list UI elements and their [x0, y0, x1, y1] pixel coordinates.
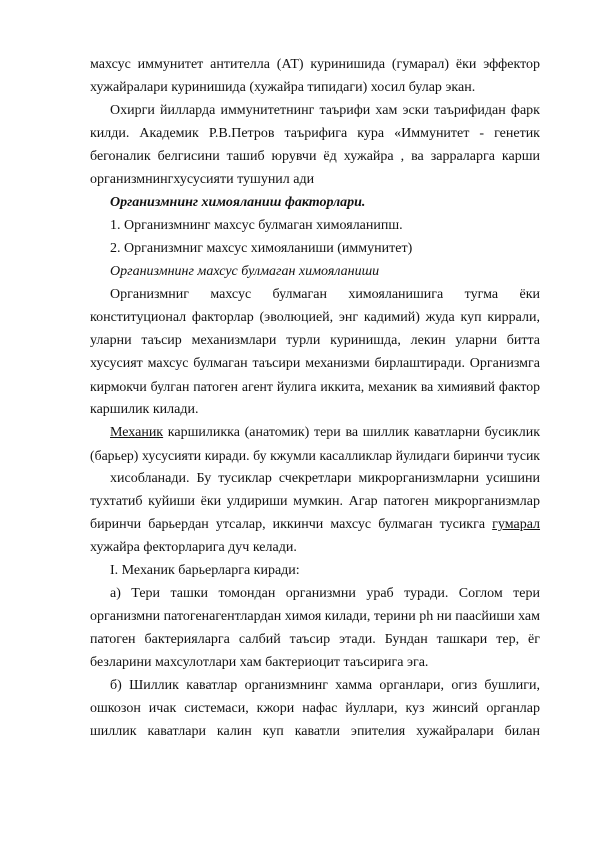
text-line-rest: каршиликка (анатомик) тери ва шиллик каватларни бусиклик	[167, 425, 541, 440]
text-line: кирмокчи булган патоген агент йулига иккита, механик ва химиявий фактор	[90, 379, 540, 394]
text-line: килди. Академик Р.В.Петров таърифига кура «Иммунитет - генетик	[90, 126, 540, 141]
text-line-start: биринчи барьердан утсалар, иккинчи махсус булмаган тусикга	[90, 517, 486, 532]
text-line: Охирги йилларда иммунитетнинг таърифи хам эски таърифидан фарк	[110, 103, 540, 118]
text-line: хисобланади. Бу тусиклар счекретлари микрорганизмларни усишини	[110, 471, 540, 486]
text-line: каршилик килади.	[90, 402, 199, 417]
text-line: Организмниг махсус булмаган химояланишига тугма ёки	[110, 287, 540, 302]
list-item: 2. Организмниг махсус химояланиши (иммунитет)	[110, 241, 413, 256]
text-line: патоген бактерияларга салбий таъсир этади. Бундан ташкари тер, ёг	[90, 632, 540, 647]
text-line: ошкозон ичак системаси, кжори нафас йуллари, куз жинсий органлар	[90, 701, 540, 716]
text-line: организмни патогенагентлардан химоя килади, терини ph ни паасйиши хам	[90, 609, 540, 624]
text-line: тухтатиб куйиши ёки улдириши мумкин. Агар патоген микрорганизмлар	[90, 494, 540, 509]
text-line: шиллик каватлари калин куп каватли эпителия хужайралари билан	[90, 724, 540, 739]
text-line: безларини махсулотлари хам бактериоцит таъсирига эга.	[90, 655, 429, 670]
text-line: хужайралари куринишида (хужайра типидаги) хосил булар экан.	[90, 80, 476, 95]
text-line: махсус иммунитет антителла (АТ) куринишида (гумарал) ёки эффектор	[90, 57, 540, 72]
underlined-word: Механик	[110, 425, 164, 440]
text-line: а) Тери ташки томондан организмни ураб туради. Соглом тери	[110, 586, 540, 601]
text-line	[90, 513, 540, 536]
text-line: хужайра фекторларига дуч келади.	[90, 540, 297, 555]
text-line: бегоналик белгисини ташиб юрувчи ёд хужайра , ва зарраларга карши	[90, 149, 540, 164]
text-line: б) Шиллик каватлар организмнинг хамма органлари, огиз бушлиги,	[110, 678, 540, 693]
text-line: хусусият махсус булмаган таъсири механизми бирлаштиради. Организмга	[90, 356, 540, 371]
text-line: организмнингхусусияти тушунил ади	[90, 172, 315, 187]
document-page	[90, 53, 540, 743]
text-line: конституционал факторлар (эволюцией, энг кадимий) жудa куп киррали,	[90, 310, 540, 325]
list-item: 1. Организмнинг махсус булмаган химояланипш.	[110, 218, 403, 233]
text-line: (барьер) хусусияти киради. бу кжумли касалликлар йулидаги биринчи тусик	[90, 448, 540, 463]
text-line	[90, 421, 540, 444]
section-heading: Организмнинг химояланиш факторлари.	[110, 195, 366, 210]
subheading: Организмнинг махсус булмаган химояланиши	[110, 264, 380, 279]
underlined-word: гумарал	[492, 517, 541, 532]
text-line: I. Механик барьерларга киради:	[110, 563, 300, 578]
text-line: уларни таъсир механизмлари турли куринишда, лекин уларни битта	[90, 333, 540, 348]
